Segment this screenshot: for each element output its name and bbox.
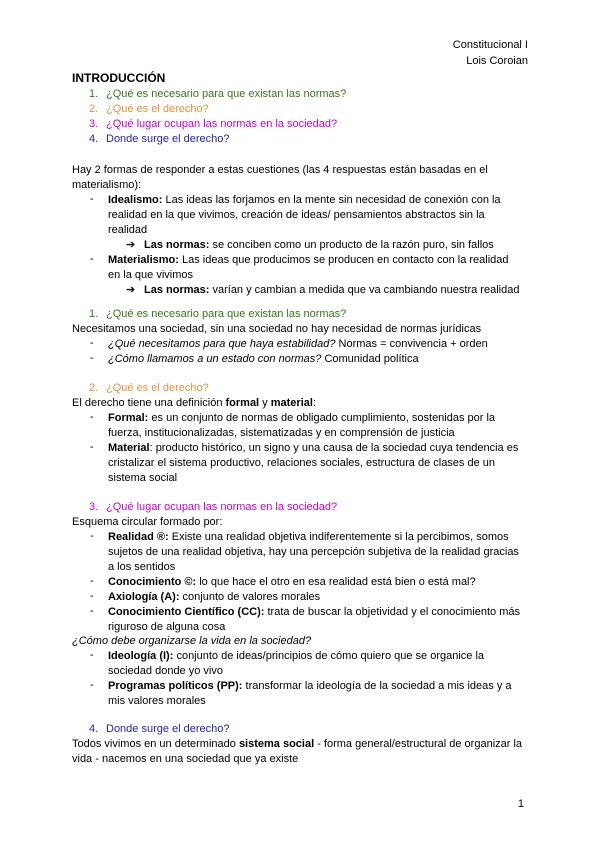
bullet-dash: -: [90, 441, 94, 453]
realidad-line: sujetos de una realidad objetiva, hay una percepción subjetiva de la realidad gracias: [108, 546, 519, 558]
section-text: Esquema circular formado por:: [72, 516, 223, 528]
list-item: 1. ¿Qué es necesario para que existan las normas?: [89, 88, 347, 100]
list-item: 2. ¿Qué es el derecho?: [89, 103, 209, 115]
list-item: 4. Donde surge el derecho?: [89, 133, 230, 145]
bullet-dash: -: [90, 337, 94, 349]
bullet-dash: -: [90, 530, 94, 542]
section-heading-1: 1. ¿Qué es necesario para que existan las normas?: [89, 308, 347, 320]
cc-line: Conocimiento Científico (CC): trata de buscar la objetividad y el conocimiento más: [108, 606, 521, 618]
s1-bullet: ¿Cómo llamamos a un estado con normas? Comunidad política: [108, 353, 419, 365]
bullet-dash: -: [90, 590, 94, 602]
bullet-dash: -: [90, 193, 94, 205]
bullet-dash: -: [90, 253, 94, 265]
header-author: Lois Coroian: [466, 55, 528, 67]
bullet-dash: -: [90, 605, 94, 617]
realidad-line: Realidad ®: Existe una realidad objetiva indiferentemente si la percibimos, somos: [108, 531, 509, 543]
section-text: Necesitamos una sociedad, sin una sociedad no hay necesidad de normas jurídicas: [72, 323, 482, 335]
materialismo-line: en la que vivimos: [108, 269, 193, 281]
arrow-right-icon: ➔: [126, 239, 136, 251]
materialismo-arrow-line: Las normas: varían y cambian a medida que va cambiando nuestra realidad: [144, 284, 520, 296]
intro-line: materialismo):: [72, 179, 142, 191]
ideologia-line: Ideología (I): conjunto de ideas/principios de cómo quiero que se organice la: [108, 650, 485, 662]
list-item: 3. ¿Qué lugar ocupan las normas en la sociedad?: [89, 118, 338, 130]
intro-line: Hay 2 formas de responder a estas cuestiones (las 4 respuestas están basadas en el: [72, 164, 488, 176]
section-heading-4: 4. Donde surge el derecho?: [89, 723, 230, 735]
page-title: INTRODUCCIÓN: [72, 71, 166, 85]
pp-line: mis valores morales: [108, 695, 206, 707]
ideologia-line: sociedad donde yo vivo: [108, 665, 223, 677]
axiologia-line: Axiología (A): conjunto de valores morales: [108, 591, 321, 603]
bullet-dash: -: [90, 411, 94, 423]
section-text: Todos vivimos en un determinado sistema social - forma general/estructural de organizar la: [72, 738, 523, 750]
idealismo-line: Idealismo: Las ideas las forjamos en la mente sin necesidad de conexión con la: [108, 194, 501, 206]
header-course: Constitucional I: [452, 39, 528, 51]
cc-line: riguroso de alguna cosa: [108, 621, 226, 633]
s3-question: ¿Cómo debe organizarse la vida en la sociedad?: [72, 635, 312, 647]
conocimiento-line: Conocimiento ©: lo que hace el otro en esa realidad está bien o está mal?: [108, 576, 476, 588]
idealismo-line: realidad en la que vivimos, creación de ideas/ pensamientos abstractos sin la: [108, 209, 485, 221]
s1-bullet: ¿Qué necesitamos para que haya estabilidad? Normas = convivencia + orden: [108, 338, 488, 350]
materialismo-line: Materialismo: Las ideas que producimos se producen en contacto con la realidad: [108, 254, 509, 266]
idealismo-line: realidad: [108, 224, 148, 236]
section-heading-2: 2. ¿Qué es el derecho?: [89, 382, 209, 394]
section-text: El derecho tiene una definición formal y material:: [72, 397, 317, 409]
page-number: 1: [517, 798, 524, 810]
arrow-right-icon: ➔: [126, 284, 136, 296]
material-line: sistema social: [108, 472, 178, 484]
bullet-dash: -: [90, 575, 94, 587]
pp-line: Programas políticos (PP): transformar la ideología de la sociedad a mis ideas y a: [108, 680, 512, 692]
section-heading-3: 3. ¿Qué lugar ocupan las normas en la sociedad?: [89, 501, 338, 513]
material-line: cristalizar el sistema productivo, relaciones sociales, estructura de clases de un: [108, 457, 496, 469]
bullet-dash: -: [90, 649, 94, 661]
realidad-line: a los sentidos: [108, 561, 176, 573]
section-text: vida - nacemos en una sociedad que ya existe: [72, 753, 299, 765]
bullet-dash: -: [90, 352, 94, 364]
formal-line: fuerza, institucionalizadas, sistematizadas y en comprensión de justicia: [108, 427, 455, 439]
formal-line: Formal: es un conjunto de normas de obligado cumplimiento, sostenidas por la: [108, 412, 496, 424]
material-line: Material: producto histórico, un signo y una causa de la sociedad cuya tendencia es: [108, 442, 519, 454]
idealismo-arrow-line: Las normas: se conciben como un producto de la razón puro, sin fallos: [144, 239, 494, 251]
bullet-dash: -: [90, 679, 94, 691]
